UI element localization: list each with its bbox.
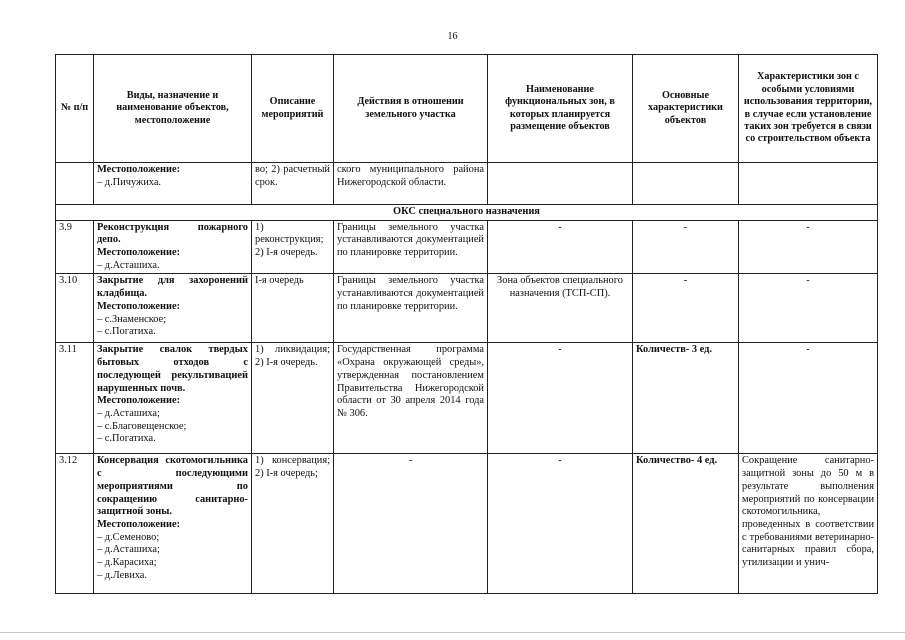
name-title: Закрытие для захоронений кладбища. (97, 275, 248, 300)
name-title: Реконструкция пожарного депо. (97, 221, 248, 246)
cell-name (94, 274, 252, 343)
section-title: ОКС специального назначения (56, 205, 878, 221)
cell-special-zone: Сокращение санитарно-защитной зоны до 50 м в результате выполнения мероприятий по консервации скотомогильника, проведенных в соответствии с требованиями ветеринарно-санитарных правил сбора, утилизации и унич- (739, 454, 878, 594)
cell-special-zone: - (739, 220, 878, 274)
header-description: Описание мероприятий (252, 55, 334, 163)
cell-num: 3.11 (56, 343, 94, 454)
table-row (56, 343, 878, 454)
cell-description: 1) ликвидация; 2) I-я очередь. (252, 343, 334, 454)
cell-description: во; 2) расчетный срок. (252, 163, 334, 205)
cell-num: 3.10 (56, 274, 94, 343)
cell-characteristics: Количество- 4 ед. (633, 454, 739, 594)
header-zone: Наименование функциональных зон, в которых планируется размещение объектов (488, 55, 633, 163)
cell-actions: ского муниципального района Нижегородской области. (334, 163, 488, 205)
location-item: – д.Карасиха; (97, 556, 157, 568)
location-item: – д.Левиха. (97, 569, 147, 581)
location-label: Местоположение: (97, 395, 181, 407)
cell-name (94, 343, 252, 454)
table-row (56, 274, 878, 343)
cell-special-zone: - (739, 343, 878, 454)
section-row (56, 205, 878, 221)
location-item: – д.Асташиха; (97, 407, 160, 419)
header-name: Виды, назначение и наименование объектов, местоположение (94, 55, 252, 163)
cell-name (94, 163, 252, 205)
header-num: № п/п (56, 55, 94, 163)
cell-special-zone (739, 163, 878, 205)
page-bottom-divider (0, 632, 905, 633)
cell-actions: Государственная программа «Охрана окружающей среды», утвержденная постановлением Правительства Нижегородской области от 30 апреля 2014 года № 306. (334, 343, 488, 454)
cell-zone: Зона объектов специального назначения (ТСП-СП). (488, 274, 633, 343)
location-label: Местоположение: (97, 247, 181, 259)
location-item: – д.Асташиха. (97, 259, 160, 271)
location-item: – д.Семеново; (97, 531, 160, 543)
location-label: Местоположение: (97, 300, 181, 312)
cell-zone: - (488, 343, 633, 454)
cell-zone: - (488, 220, 633, 274)
cell-num: 3.12 (56, 454, 94, 594)
cell-description: 1) реконструкция; 2) I-я очередь. (252, 220, 334, 274)
location-item: – с.Знаменское; (97, 313, 167, 325)
cell-num (56, 163, 94, 205)
cell-zone (488, 163, 633, 205)
cell-zone: - (488, 454, 633, 594)
header-row (56, 55, 878, 163)
cell-special-zone: - (739, 274, 878, 343)
name-line: Местоположение: (97, 164, 181, 175)
location-item: – с.Благовещенское; (97, 420, 187, 432)
page-number: 16 (447, 31, 458, 42)
table-row (56, 163, 878, 205)
cell-description: 1) консервация; 2) I-я очередь; (252, 454, 334, 594)
name-title: Закрытие свалок твердых бытовых отходов с последующей рекультивацией нарушенных почв. (97, 344, 248, 394)
location-item: – с.Погатиха. (97, 326, 156, 338)
location-item: – д.Асташиха; (97, 544, 160, 556)
cell-characteristics: - (633, 274, 739, 343)
cell-characteristics: - (633, 220, 739, 274)
location-label: Местоположение: (97, 518, 181, 530)
header-characteristics: Основные характеристики объектов (633, 55, 739, 163)
cell-characteristics: Количеств- 3 ед. (633, 343, 739, 454)
location-item: – с.Погатиха. (97, 433, 156, 445)
header-actions: Действия в отношении земельного участка (334, 55, 488, 163)
cell-description: I-я очередь (252, 274, 334, 343)
measures-table (55, 54, 878, 594)
table-row (56, 220, 878, 274)
cell-actions: Границы земельного участка устанавливаются документацией по планировке территории. (334, 220, 488, 274)
cell-actions: - (334, 454, 488, 594)
cell-name (94, 454, 252, 594)
name-title: Консервация скотомогильника с последующими мероприятиями по сокращению санитарно-защитной зоны. (97, 455, 248, 518)
header-special-zone: Характеристики зон с особыми условиями использования территории, в случае если установление таких зон требуется в связи со строительством объекта (739, 55, 878, 163)
cell-name (94, 220, 252, 274)
name-line: – д.Пичужиха. (97, 176, 162, 188)
cell-characteristics (633, 163, 739, 205)
cell-actions: Границы земельного участка устанавливаются документацией по планировке территории. (334, 274, 488, 343)
cell-num: 3.9 (56, 220, 94, 274)
table-row (56, 454, 878, 594)
